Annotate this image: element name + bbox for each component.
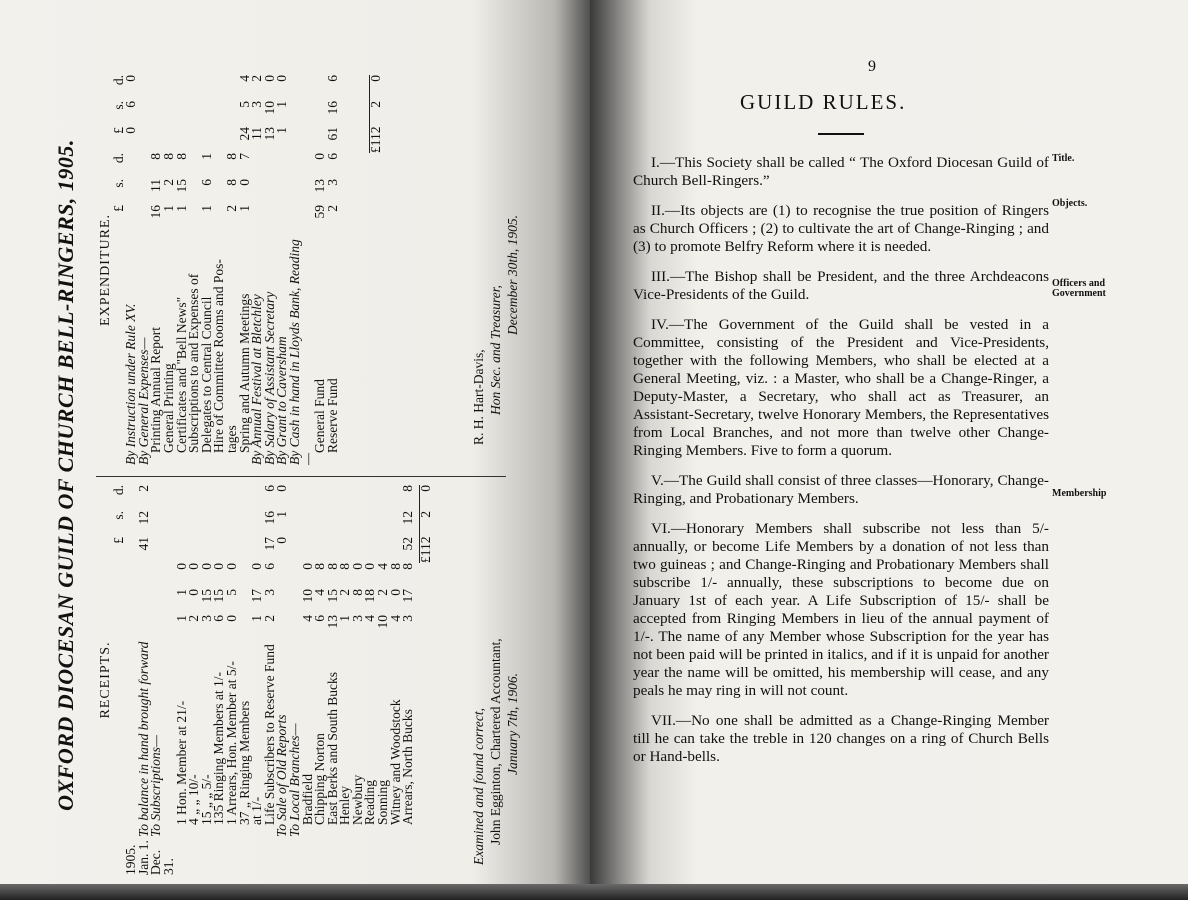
row-label: Sonning xyxy=(375,779,391,825)
left-page xyxy=(0,0,590,900)
row-date xyxy=(302,837,315,875)
row-date xyxy=(402,837,415,875)
row-sub-amount xyxy=(251,153,264,231)
row-label: Life Subscribers to Reserve Fund xyxy=(261,644,277,825)
row-total-amount: 41 12 2 xyxy=(135,485,151,551)
row-total-amount: 0 1 0 xyxy=(274,485,290,544)
rule-6: VI.—Honorary Members shall subscribe not less than 5/- annually, or become Life Members by a donation of not less than two guineas ; and Change-Ringing and Probationary Members shall subscribe 1/- annually, these subscriptions to become due on January 1st of each year. A Life Subscription of 15/- shall be accepted from Ringing Members in lieu of the annual payment of 1/-. The name of any Member whose Subscription for the year has not been paid will be printed in italics, and if it is unpaid for another year the name will be omitted, his membership will cease, and any peals he may ring in will not count. xyxy=(633,520,1049,699)
row-date xyxy=(239,837,252,875)
row-label: Certificates and "Bell News" xyxy=(173,296,189,453)
row-sub-amount: 6 4 8 xyxy=(312,563,328,622)
row-total-amount: 13 10 0 xyxy=(261,75,277,141)
row-sub-amount xyxy=(276,153,289,231)
row-label: at 1/- xyxy=(249,796,265,825)
row-total-amount xyxy=(201,75,214,153)
receipts-rows xyxy=(125,485,415,875)
row-date xyxy=(226,837,239,875)
row-label: General Printing xyxy=(160,363,176,453)
row-sub-amount xyxy=(125,563,138,641)
rule-3: III.—The Bishop shall be President, and the three Archdeacons Vice-Presidents of the Guild. xyxy=(633,268,1049,303)
row-total-amount xyxy=(377,485,390,563)
row-sub-amount: 16 11 8 xyxy=(148,153,164,219)
rule-1: I.—This Society shall be called “ The Oxford Diocesan Guild of Church Bell-Ringers.” xyxy=(633,154,1049,189)
row-label: tages xyxy=(223,425,239,453)
row-label: Henley xyxy=(337,786,353,825)
row-total-amount xyxy=(226,75,239,153)
rule-4: IV.—The Government of the Guild shall be vested in a Committee, consisting of the President and Vice-Presidents, together with the following Members, who shall be elected at a General Meeting, viz. : a Master, who shall be a Change-Ringer, a Deputy-Master, a Secretary, who shall act as Treasurer, an Assistant-Secretary, twelve Honorary Members, the Representatives from Local Branches, and not more than twelve other Change-Ringing Members. Five to form a quorum. xyxy=(633,316,1049,459)
row-sub-amount: 6 15 0 xyxy=(211,563,227,622)
expenditure-signature: R. H. Hart-Davis, Hon Sec. and Treasurer, December 30th, 1905. xyxy=(471,215,520,445)
row-sub-amount xyxy=(276,563,289,641)
receipts-total: £112 2 0 xyxy=(417,485,433,563)
expenditure-total: £112 2 0 xyxy=(368,75,384,153)
row-total-amount: 11 3 2 xyxy=(249,75,265,140)
row-sub-amount: 3 17 8 xyxy=(400,563,416,622)
row-label: To Local Branches— xyxy=(286,723,302,837)
row-label: Spring and Autumn Meetings xyxy=(236,293,252,453)
side-label-objects: Objects. xyxy=(1052,198,1088,209)
row-total-amount xyxy=(327,485,340,563)
side-label-title: Title. xyxy=(1052,153,1075,164)
side-label-officers: Officers and Government xyxy=(1052,278,1106,299)
row-sub-amount xyxy=(138,153,151,231)
row-date xyxy=(201,837,214,875)
row-label: Reading xyxy=(362,780,378,825)
row-label: By Grant to Caversham xyxy=(274,336,290,465)
row-sub-amount: 2 3 6 xyxy=(261,563,277,622)
book-bottom-edge xyxy=(0,884,1188,900)
row-label: By Salary of Assistant Secretary xyxy=(261,291,277,465)
row-date xyxy=(339,837,352,875)
row-label: 37 „ Ringing Members xyxy=(236,700,252,825)
row-sub-amount xyxy=(125,153,138,231)
row-total-amount: 17 16 6 xyxy=(261,485,277,551)
row-total-amount xyxy=(150,485,175,563)
row-label: 15 „ „ 5/- xyxy=(198,774,214,825)
row-label: Witney and Woodstock xyxy=(387,699,403,825)
row-sub-amount: 1 1 0 xyxy=(173,563,189,622)
receipts-column xyxy=(98,485,520,875)
row-label: Subscriptions to and Expenses of xyxy=(186,273,202,453)
row-label: Bradfield xyxy=(299,774,315,825)
accounts-block xyxy=(53,75,530,875)
row-sub-amount: 1 0 7 xyxy=(236,153,252,212)
row-sub-amount: 1 2 8 xyxy=(337,563,353,622)
account-row xyxy=(402,485,415,875)
page-number: 9 xyxy=(868,58,876,75)
row-date xyxy=(352,837,365,875)
row-total-amount xyxy=(289,485,302,563)
row-total-amount xyxy=(251,485,264,563)
row-sub-amount: 3 15 0 xyxy=(198,563,214,622)
rule-7: VII.—No one shall be admitted as a Change-Ringing Member till he can take the treble in 120 changes on a ring of Church Bells or Hand-bells. xyxy=(633,712,1049,765)
expenditure-heading: EXPENDITURE. xyxy=(98,214,113,326)
row-date: 1905. xyxy=(123,844,139,875)
row-label: 1 Arrears, Hon. Member at 5/- xyxy=(223,661,239,825)
row-date xyxy=(251,837,264,875)
row-sub-amount xyxy=(213,153,226,231)
row-total-amount xyxy=(289,75,314,153)
row-sub-amount xyxy=(264,153,277,231)
row-total-amount xyxy=(176,75,189,153)
account-row xyxy=(150,485,175,875)
row-total-amount xyxy=(314,75,327,153)
row-sub-amount: 1 2 8 xyxy=(160,153,176,212)
expenditure-rows xyxy=(125,75,339,465)
row-sub-amount: 4 10 0 xyxy=(299,563,315,622)
row-sub-amount: 2 3 6 xyxy=(324,153,340,212)
account-row xyxy=(324,75,340,465)
row-sub-amount: 1 17 0 xyxy=(249,563,265,622)
row-total-amount xyxy=(213,485,226,563)
expenditure-column xyxy=(98,75,520,465)
row-total-amount xyxy=(201,485,214,563)
row-label: To balance in hand brought forward xyxy=(135,641,151,837)
row-label: 4 „ „ 10/- xyxy=(186,774,202,825)
row-sub-amount xyxy=(239,563,252,641)
row-total-amount: 1 1 0 xyxy=(274,75,290,134)
side-label-membership: Membership xyxy=(1052,488,1107,499)
row-label: By Instruction under Rule XV. xyxy=(123,303,139,465)
row-total-amount xyxy=(390,485,403,563)
row-date xyxy=(188,837,201,875)
row-total-amount: 52 12 8 xyxy=(400,485,416,551)
row-sub-amount: 0 5 0 xyxy=(223,563,239,622)
row-label: Arrears, North Bucks xyxy=(400,709,416,825)
row-sub-amount: 13 15 8 xyxy=(324,563,340,629)
rule-2: II.—Its objects are (1) to recognise the true position of Ringers as Church Officers ; (2) to cultivate the art of Change-Ringing ; and (3) to promote Belfry Reform where it is needed. xyxy=(633,202,1049,255)
account-row xyxy=(286,75,315,465)
row-sub-amount: 4 0 8 xyxy=(387,563,403,622)
row-date xyxy=(327,837,340,875)
row-date xyxy=(390,837,403,875)
row-total-amount xyxy=(302,485,315,563)
row-total-amount xyxy=(138,75,151,153)
row-date xyxy=(213,837,226,875)
row-label: 135 Ringing Members at 1/- xyxy=(211,672,227,825)
row-sub-amount xyxy=(150,563,175,641)
row-total-amount xyxy=(176,485,189,563)
row-date xyxy=(289,837,302,875)
row-sub-amount xyxy=(188,153,201,231)
row-sub-amount: 1 15 8 xyxy=(173,153,189,212)
row-total-amount xyxy=(239,485,252,563)
page-heading: GUILD RULES. xyxy=(740,90,907,114)
row-label: Reserve Fund xyxy=(324,378,340,453)
heading-rule xyxy=(818,133,864,135)
row-date xyxy=(176,837,189,875)
row-date: Dec. 31. xyxy=(148,849,176,875)
row-label: Delegates to Central Council xyxy=(198,296,214,453)
row-total-amount xyxy=(339,485,352,563)
row-total-amount xyxy=(188,485,201,563)
row-label: 1 Hon. Member at 21/- xyxy=(173,700,189,825)
row-label: Printing Annual Report xyxy=(148,327,164,453)
account-row xyxy=(213,75,226,465)
rule-5: V.—The Guild shall consist of three classes—Honorary, Change-Ringing, and Probationary Members. xyxy=(633,472,1049,507)
row-sub-amount xyxy=(289,153,314,231)
row-label: By Annual Festival at Bletchley xyxy=(249,294,265,465)
row-date: Jan. 1. xyxy=(135,840,151,875)
row-total-amount xyxy=(163,75,176,153)
row-label: General Fund xyxy=(312,379,328,453)
row-date xyxy=(377,837,390,875)
expenditure-units: £ s. d. £ s. d. xyxy=(110,75,126,212)
row-total-amount xyxy=(364,485,377,563)
row-label: By General Expenses— xyxy=(135,337,151,465)
row-total-amount xyxy=(352,485,365,563)
accounts-title: OXFORD DIOCESAN GUILD OF CHURCH BELL-RINGERS, 1905. xyxy=(53,139,78,811)
row-label: Newbury xyxy=(349,774,365,825)
row-date xyxy=(264,837,277,875)
row-sub-amount: 2 8 8 xyxy=(223,153,239,212)
row-date xyxy=(276,837,289,875)
row-label: By Cash in hand in Lloyds Bank, Reading— xyxy=(286,239,315,465)
row-sub-amount: 10 2 4 xyxy=(375,563,391,629)
row-total-amount: 0 6 0 xyxy=(123,75,139,134)
row-sub-amount: 3 8 0 xyxy=(349,563,365,622)
row-total-amount: 61 16 6 xyxy=(324,75,340,141)
receipts-heading: RECEIPTS. xyxy=(98,641,113,719)
row-sub-amount: 1 6 1 xyxy=(198,153,214,212)
row-total-amount xyxy=(226,485,239,563)
row-sub-amount: 2 0 0 xyxy=(186,563,202,622)
row-sub-amount xyxy=(138,563,151,641)
row-sub-amount: 4 18 0 xyxy=(362,563,378,622)
row-date xyxy=(364,837,377,875)
row-total-amount xyxy=(213,75,226,153)
row-total-amount xyxy=(125,485,138,563)
rules-list xyxy=(633,154,1049,778)
row-total-amount xyxy=(150,75,163,153)
row-label: To Sale of Old Reports xyxy=(274,714,290,837)
row-sub-amount xyxy=(289,563,302,641)
column-divider xyxy=(96,476,506,477)
row-date xyxy=(314,837,327,875)
row-label: To Subscriptions— xyxy=(148,735,164,837)
receipts-units: £ s. d. xyxy=(110,485,126,544)
row-sub-amount: 59 13 0 xyxy=(312,153,328,219)
receipts-signature: Examined and found correct, John Egginton, Chartered Accountant, January 7th, 1906. xyxy=(471,638,520,865)
row-total-amount: 24 5 4 xyxy=(236,75,252,141)
row-label: Hire of Committee Rooms and Pos- xyxy=(211,259,227,453)
row-label: Chipping Norton xyxy=(312,733,328,825)
row-label: East Berks and South Bucks xyxy=(324,672,340,825)
row-total-amount xyxy=(188,75,201,153)
row-total-amount xyxy=(314,485,327,563)
